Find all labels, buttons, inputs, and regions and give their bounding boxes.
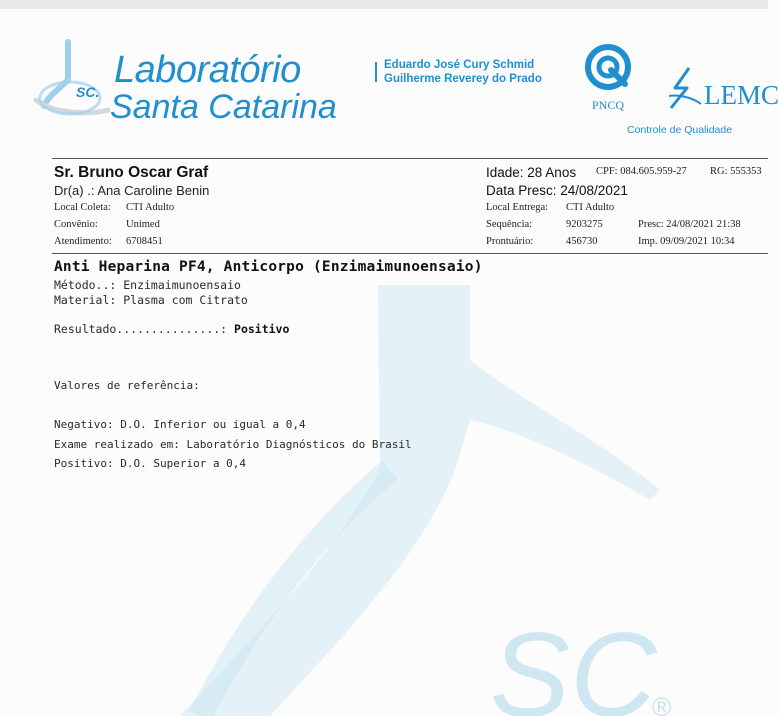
reference-header: Valores de referência:: [54, 379, 200, 392]
exam-method: Método..: Enzimaimunoensaio: [54, 278, 241, 292]
flask-logo-icon: [30, 40, 110, 120]
header-separator: [375, 62, 377, 82]
atendimento-label: Atendimento:: [54, 236, 112, 247]
watermark-text: SC: [490, 608, 657, 716]
sequencia-value: 9203275: [566, 219, 603, 230]
convenio-label: Convênio:: [54, 219, 98, 230]
patient-divider: [52, 253, 768, 254]
exam-material: Material: Plasma com Citrato: [54, 293, 248, 307]
pncq-seal-icon: [585, 44, 631, 90]
result-line: [54, 322, 289, 336]
prescription-date: Data Presc: 24/08/2021: [486, 183, 628, 198]
result-label: Resultado...............:: [54, 322, 235, 336]
reference-positive: Positivo: D.O. Superior a 0,4: [54, 457, 247, 470]
pncq-label: PNCQ: [592, 98, 625, 112]
responsible-names: [384, 58, 542, 86]
patient-cpf: CPF: 084.605.959-27: [596, 166, 687, 177]
performed-at: Exame realizado em: Laboratório Diagnósticos do Brasil: [54, 438, 412, 451]
reference-values: [54, 353, 306, 483]
lemc-label: LEMC: [704, 80, 779, 110]
atendimento-value: 6708451: [126, 236, 163, 247]
result-value: Positivo: [234, 322, 290, 336]
convenio-value: Unimed: [126, 219, 160, 230]
logo-initials: SC.: [76, 84, 100, 100]
local-entrega-value: CTI Adulto: [566, 202, 615, 213]
local-coleta-label: Local Coleta:: [54, 202, 111, 213]
quality-control-label: Controle de Qualidade: [627, 124, 733, 136]
header-divider: [52, 158, 768, 159]
imp-datetime: Imp. 09/09/2021 10:34: [638, 236, 735, 247]
exam-title: Anti Heparina PF4, Anticorpo (Enzimaimunoensaio): [54, 259, 483, 275]
prontuario-value: 456730: [566, 236, 598, 247]
watermark-registered: ®: [652, 692, 672, 716]
sequencia-label: Sequência:: [486, 219, 533, 230]
patient-age: Idade: 28 Anos: [486, 165, 577, 180]
lab-name-line2: Santa Catarina: [110, 88, 337, 126]
responsible-1: Eduardo José Cury Schmid: [384, 59, 535, 71]
patient-rg: RG: 555353: [710, 166, 762, 177]
doctor-name: Dr(a) .: Ana Caroline Benin: [54, 183, 210, 198]
prontuario-label: Prontuário:: [486, 236, 534, 247]
local-coleta-value: CTI Adulto: [126, 202, 175, 213]
lab-name-line1: Laboratório: [114, 49, 301, 91]
reference-negative: Negativo: D.O. Inferior ou igual a 0,4: [54, 418, 306, 431]
patient-name: Sr. Bruno Oscar Graf: [54, 164, 209, 181]
responsible-2: Guilherme Reverey do Prado: [384, 73, 542, 85]
presc-datetime: Presc: 24/08/2021 21:38: [638, 219, 741, 230]
local-entrega-label: Local Entrega:: [486, 202, 549, 213]
lemc-logo-icon: [665, 66, 703, 110]
